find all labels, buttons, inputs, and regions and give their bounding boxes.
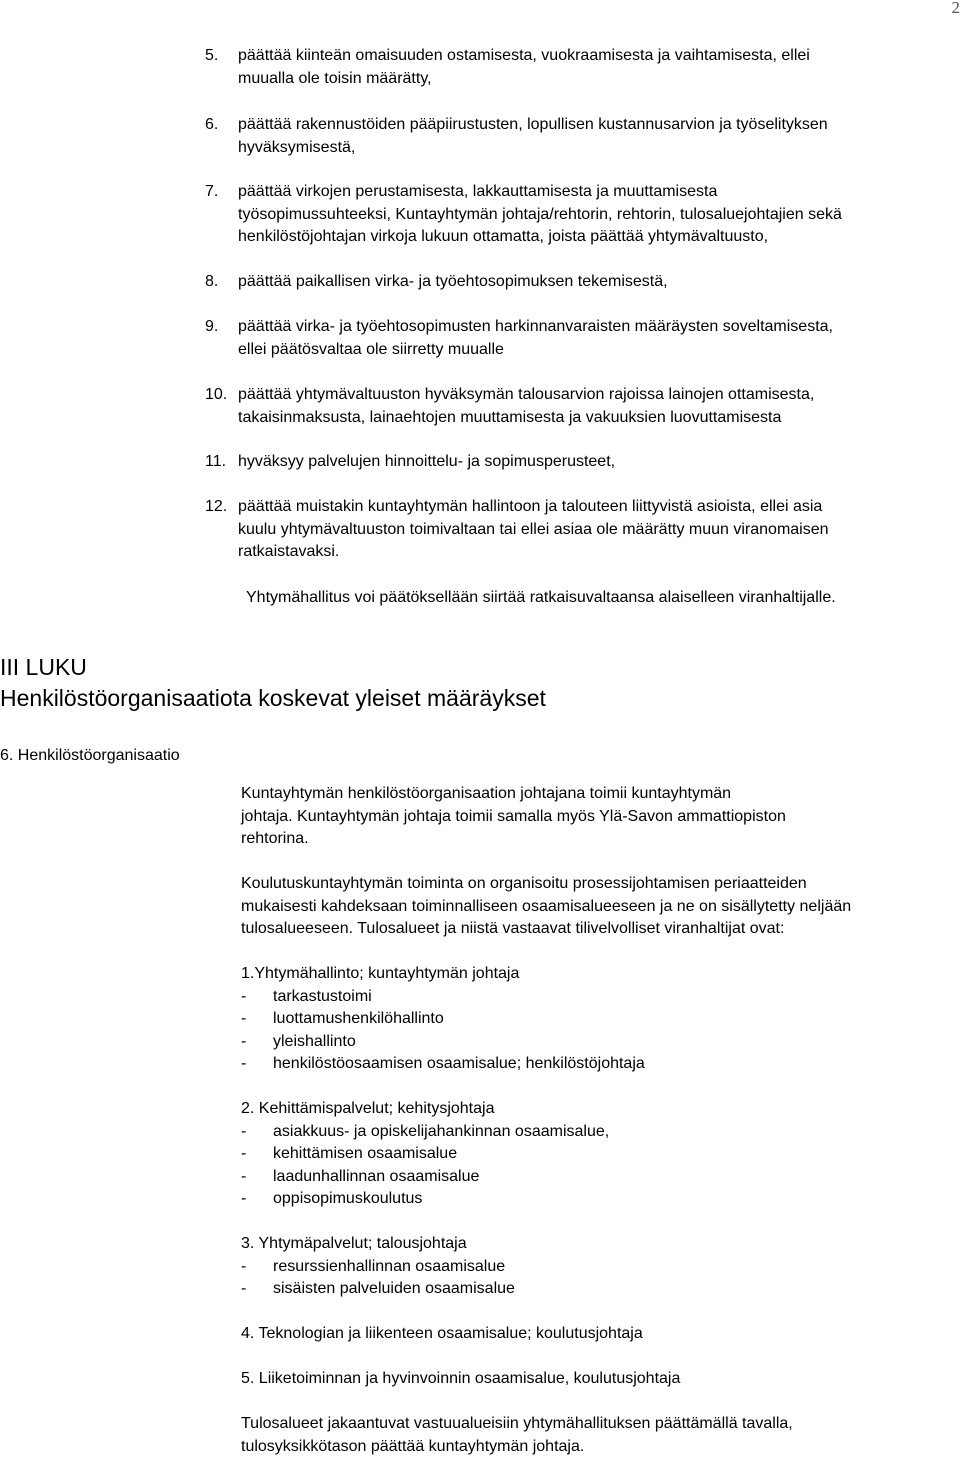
org-subitem-text: kehittämisen osaamisalue <box>273 1145 458 1162</box>
org-group-title: 1.Yhtymähallinto; kuntayhtymän johtaja <box>241 965 520 982</box>
org-subitem <box>241 986 519 1009</box>
list-number: 10. <box>205 386 228 403</box>
section-heading: 6. Henkilöstöorganisaatio <box>0 747 180 764</box>
dash: - <box>241 1032 247 1050</box>
org-subitem <box>241 1166 494 1189</box>
org-group <box>241 1098 610 1211</box>
paragraph <box>241 873 851 941</box>
org-group <box>241 963 645 1076</box>
list-text-line: työsopimussuhteeksi, Kuntayhtymän johtaja/rehtorin, rehtorin, tulosaluejohtajien sekä <box>238 205 842 223</box>
org-subitem <box>241 1121 610 1144</box>
paragraph-line: johtaja. Kuntayhtymän johtaja toimii samalla myös Ylä-Savon ammattiopiston <box>241 807 786 825</box>
closing-paragraph <box>241 1413 793 1458</box>
org-group-title: 4. Teknologian ja liikenteen osaamisalue; koulutusjohtaja <box>241 1325 643 1342</box>
paragraph <box>241 783 786 851</box>
org-subitem <box>241 1278 515 1301</box>
list-number: 11. <box>205 453 227 470</box>
org-subitem <box>241 1256 506 1279</box>
org-group <box>241 1233 515 1301</box>
org-subitem <box>241 1053 645 1076</box>
dash: - <box>241 1280 247 1297</box>
org-subitem-text: luottamushenkilöhallinto <box>273 1010 444 1027</box>
org-subitem-text: yleishallinto <box>273 1032 356 1050</box>
paragraph-line: Koulutuskuntayhtymän toiminta on organisoitu prosessijohtamisen periaatteiden <box>241 875 807 892</box>
paragraph-line: tulosyksikkötason päättää kuntayhtymän johtaja. <box>241 1437 585 1455</box>
org-subitem-text: resurssienhallinnan osaamisalue <box>273 1257 506 1275</box>
chapter-number: III LUKU <box>0 654 87 680</box>
org-subitem-text: oppisopimuskoulutus <box>273 1190 423 1207</box>
page-number: 2 <box>951 0 960 17</box>
list-text-line: päättää paikallisen virka- ja työehtosopimuksen tekemisestä, <box>238 273 668 290</box>
org-group <box>241 1368 680 1391</box>
org-subitem <box>241 1188 494 1211</box>
org-subitem-text: asiakkuus- ja opiskelijahankinnan osaamisalue, <box>273 1122 610 1140</box>
org-subitem-text: tarkastustoimi <box>273 987 372 1005</box>
list-text-line: päättää kiinteän omaisuuden ostamisesta, vuokraamisesta ja vaihtamisesta, ellei <box>238 47 810 64</box>
list-number: 6. <box>205 116 219 133</box>
org-subitem <box>241 1031 519 1054</box>
paragraph-line: Tulosalueet jakaantuvat vastuualueisiin yhtymähallituksen päättämällä tavalla, <box>241 1415 793 1432</box>
chapter-title: Henkilöstöorganisaatiota koskevat yleiset määräykset <box>0 685 546 711</box>
delegation-note: Yhtymähallitus voi päätöksellään siirtää ratkaisuvaltaansa alaiselleen viranhaltijalle. <box>246 589 836 606</box>
list-text-line: hyväksymisestä, <box>238 138 356 156</box>
list-text-line: muualla ole toisin määrätty, <box>238 69 432 87</box>
list-text-line: päättää yhtymävaltuuston hyväksymän talousarvion rajoissa lainojen ottamisesta, <box>238 386 815 403</box>
list-text-line: päättää rakennustöiden pääpiirustusten, lopullisen kustannusarvion ja työselityksen <box>238 116 828 133</box>
list-text-line: päättää virkojen perustamisesta, lakkauttamisesta ja muuttamisesta <box>238 183 718 200</box>
list-text-line: ratkaistavaksi. <box>238 543 340 560</box>
org-group-title: 5. Liiketoiminnan ja hyvinvoinnin osaamisalue, koulutusjohtaja <box>241 1370 681 1387</box>
list-text-line: päättää muistakin kuntayhtymän hallintoon ja talouteen liittyvistä asioista, ellei asia <box>238 498 823 515</box>
org-subitem <box>241 1143 494 1166</box>
dash: - <box>241 1167 247 1185</box>
list-number: 8. <box>205 273 219 290</box>
list-text-line: hyväksyy palvelujen hinnoittelu- ja sopimusperusteet, <box>238 453 616 470</box>
paragraph-line: rehtorina. <box>241 830 309 847</box>
dash: - <box>241 1010 247 1027</box>
dash: - <box>241 1145 247 1162</box>
list-number: 5. <box>205 47 219 64</box>
list-number: 9. <box>205 318 219 335</box>
list-number: 7. <box>205 183 219 200</box>
dash: - <box>241 1190 247 1207</box>
org-group-title: 2. Kehittämispalvelut; kehitysjohtaja <box>241 1100 495 1117</box>
list-text-line: päättää virka- ja työehtosopimusten harkinnanvaraisten määräysten soveltamisesta, <box>238 318 833 335</box>
list-number: 12. <box>205 498 228 515</box>
list-text-line: takaisinmaksusta, lainaehtojen muuttamisesta ja vakuuksien luovuttamisesta <box>238 408 782 426</box>
org-subitem-text: henkilöstöosaamisen osaamisalue; henkilöstöjohtaja <box>273 1055 645 1072</box>
dash: - <box>241 1257 247 1275</box>
org-group-title: 3. Yhtymäpalvelut; talousjohtaja <box>241 1235 467 1252</box>
dash: - <box>241 1055 247 1072</box>
org-subitem-text: laadunhallinnan osaamisalue <box>273 1167 480 1185</box>
paragraph-line: mukaisesti kahdeksaan toiminnalliseen osaamisalueeseen ja ne on sisällytetty neljään <box>241 897 852 915</box>
dash: - <box>241 1122 247 1140</box>
list-text-line: henkilöstöjohtajan virkoja lukuun ottamatta, joista päättää yhtymävaltuusto, <box>238 228 769 245</box>
org-subitem-text: sisäisten palveluiden osaamisalue <box>273 1280 515 1297</box>
paragraph-line: Kuntayhtymän henkilöstöorganisaation johtajana toimii kuntayhtymän <box>241 785 732 802</box>
list-text-line: ellei päätösvaltaa ole siirretty muualle <box>238 340 504 358</box>
paragraph-line: tulosalueeseen. Tulosalueet ja niistä vastaavat tilivelvolliset viranhaltijat ovat: <box>241 920 785 937</box>
dash: - <box>241 987 247 1005</box>
org-subitem <box>241 1008 519 1031</box>
list-text-line: kuulu yhtymävaltuuston toimivaltaan tai ellei asiaa ole määrätty muun viranomaisen <box>238 520 829 538</box>
org-group <box>241 1323 643 1346</box>
